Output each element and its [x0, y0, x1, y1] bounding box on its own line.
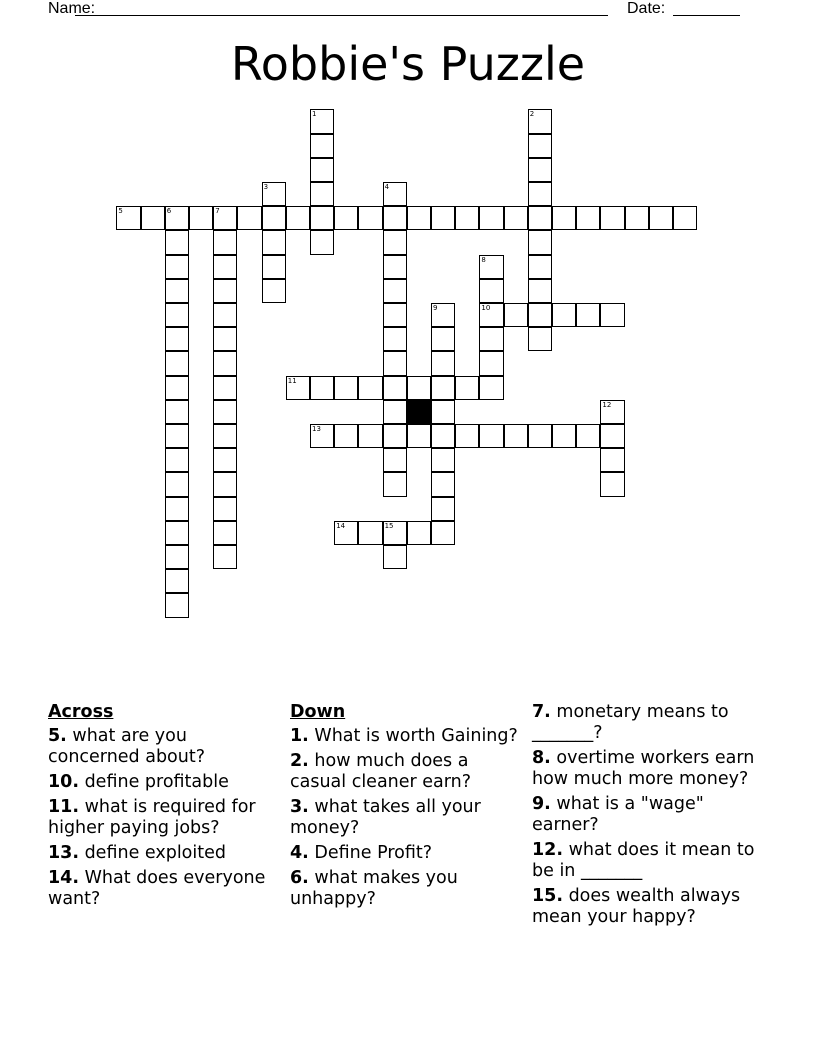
- clue-item: [532, 840, 767, 882]
- grid-cell[interactable]: [600, 400, 624, 424]
- grid-cell[interactable]: [334, 206, 358, 230]
- clue-number: 15: [384, 521, 394, 530]
- clue-text: define exploited: [79, 843, 226, 863]
- grid-cell[interactable]: [407, 424, 431, 448]
- name-date-header: [48, 0, 768, 20]
- clue-text: Define Profit?: [308, 843, 433, 863]
- grid-cell[interactable]: [213, 424, 237, 448]
- clue-item: [48, 868, 278, 910]
- grid-cell[interactable]: [165, 545, 189, 569]
- grid-cell[interactable]: [213, 497, 237, 521]
- clue-num: 12.: [532, 840, 564, 860]
- down-heading: Down: [290, 702, 346, 722]
- grid-cell[interactable]: [383, 472, 407, 496]
- clue-text: what makes you unhappy?: [290, 868, 458, 909]
- grid-cell[interactable]: [213, 327, 237, 351]
- clue-num: 10.: [48, 772, 80, 792]
- grid-cell[interactable]: [455, 424, 479, 448]
- clue-item: [48, 843, 278, 864]
- grid-cell[interactable]: [600, 303, 624, 327]
- grid-cell[interactable]: [479, 255, 503, 279]
- grid-cell[interactable]: [504, 303, 528, 327]
- grid-cell[interactable]: [649, 206, 673, 230]
- grid-cell[interactable]: [116, 206, 140, 230]
- grid-cell[interactable]: [528, 424, 552, 448]
- grid-cell[interactable]: [237, 206, 261, 230]
- clue-num: 3.: [290, 797, 309, 817]
- clue-text: monetary means to _______?: [532, 702, 729, 743]
- grid-cell[interactable]: [213, 303, 237, 327]
- grid-cell[interactable]: [141, 206, 165, 230]
- grid-cell[interactable]: [479, 303, 503, 327]
- grid-cell[interactable]: [165, 376, 189, 400]
- grid-cell[interactable]: [383, 521, 407, 545]
- grid-cell[interactable]: [165, 303, 189, 327]
- grid-cell[interactable]: [358, 424, 382, 448]
- grid-cell[interactable]: [431, 400, 455, 424]
- grid-cell[interactable]: [431, 448, 455, 472]
- grid-cell[interactable]: [383, 448, 407, 472]
- clue-item: [290, 797, 520, 839]
- grid-cell[interactable]: [479, 351, 503, 375]
- grid-cell[interactable]: [504, 206, 528, 230]
- grid-cell[interactable]: [528, 303, 552, 327]
- grid-cell[interactable]: [431, 521, 455, 545]
- puzzle-title: Robbie's Puzzle: [230, 37, 586, 91]
- grid-cell[interactable]: [165, 569, 189, 593]
- grid-cell[interactable]: [165, 279, 189, 303]
- grid-cell[interactable]: [165, 230, 189, 254]
- grid-cell[interactable]: [528, 279, 552, 303]
- grid-cell[interactable]: [189, 206, 213, 230]
- grid-cell[interactable]: [165, 521, 189, 545]
- grid-cell[interactable]: [334, 521, 358, 545]
- clue-text: what is required for higher paying jobs?: [48, 797, 256, 838]
- date-field-line[interactable]: [673, 15, 740, 16]
- grid-cell[interactable]: [383, 230, 407, 254]
- grid-cell[interactable]: [383, 376, 407, 400]
- grid-cell[interactable]: [383, 303, 407, 327]
- clue-number: 12: [602, 400, 612, 409]
- clue-num: 5.: [48, 726, 67, 746]
- black-cell: [407, 400, 431, 424]
- grid-cell[interactable]: [165, 424, 189, 448]
- grid-cell[interactable]: [600, 206, 624, 230]
- grid-cell[interactable]: [310, 376, 334, 400]
- clue-number: 8: [481, 255, 486, 264]
- grid-cell[interactable]: [165, 255, 189, 279]
- grid-cell[interactable]: [455, 376, 479, 400]
- grid-cell[interactable]: [479, 279, 503, 303]
- clue-number: 3: [263, 183, 269, 191]
- grid-cell[interactable]: [165, 497, 189, 521]
- clue-text: what does it mean to be in _______: [532, 840, 755, 881]
- grid-cell[interactable]: [213, 206, 237, 230]
- grid-cell[interactable]: [431, 303, 455, 327]
- grid-cell[interactable]: [552, 303, 576, 327]
- grid-cell[interactable]: [528, 327, 552, 351]
- clue-text: how much does a casual cleaner earn?: [290, 751, 472, 792]
- grid-cell[interactable]: [383, 206, 407, 230]
- clue-number: 4: [384, 183, 390, 191]
- grid-cell[interactable]: [165, 472, 189, 496]
- clue-num: 11.: [48, 797, 80, 817]
- grid-cell[interactable]: [334, 376, 358, 400]
- grid-cell[interactable]: [407, 521, 431, 545]
- clue-text: what are you concerned about?: [48, 726, 206, 767]
- grid-cell[interactable]: [262, 182, 286, 206]
- grid-cell[interactable]: [213, 472, 237, 496]
- clue-item: [532, 886, 767, 928]
- clue-number: 13: [312, 425, 321, 433]
- grid-cell[interactable]: [262, 279, 286, 303]
- grid-cell[interactable]: [358, 521, 382, 545]
- grid-cell[interactable]: [165, 400, 189, 424]
- clue-number: 10: [481, 304, 491, 312]
- clue-item: [48, 726, 278, 768]
- clue-num: 13.: [48, 843, 80, 863]
- clue-item: [532, 702, 767, 744]
- grid-cell[interactable]: [213, 400, 237, 424]
- grid-cell[interactable]: [213, 376, 237, 400]
- grid-cell[interactable]: [431, 424, 455, 448]
- grid-cell[interactable]: [431, 376, 455, 400]
- grid-cell[interactable]: [310, 206, 334, 230]
- grid-cell[interactable]: [310, 182, 334, 206]
- grid-cell[interactable]: [286, 206, 310, 230]
- grid-cell[interactable]: [383, 545, 407, 569]
- down-clues-continued: [532, 702, 767, 932]
- grid-cell[interactable]: [165, 593, 189, 617]
- clue-number: 2: [529, 110, 535, 119]
- name-field-line[interactable]: [75, 15, 608, 16]
- grid-cell[interactable]: [528, 255, 552, 279]
- clue-number: 11: [287, 376, 297, 385]
- grid-cell[interactable]: [213, 545, 237, 569]
- clue-number: 6: [166, 207, 172, 216]
- clue-num: 2.: [290, 751, 309, 771]
- grid-cell[interactable]: [431, 497, 455, 521]
- clue-text: What is worth Gaining?: [308, 726, 518, 746]
- grid-cell[interactable]: [600, 448, 624, 472]
- grid-cell[interactable]: [552, 424, 576, 448]
- clue-item: [290, 751, 520, 793]
- grid-cell[interactable]: [383, 327, 407, 351]
- clue-text: define profitable: [79, 772, 229, 792]
- grid-cell[interactable]: [310, 134, 334, 158]
- grid-cell[interactable]: [310, 424, 334, 448]
- clue-text: what takes all your money?: [290, 797, 481, 838]
- name-label: Name:: [48, 0, 96, 17]
- clue-num: 4.: [290, 843, 309, 863]
- grid-cell[interactable]: [213, 521, 237, 545]
- grid-cell[interactable]: [383, 351, 407, 375]
- grid-cell[interactable]: [407, 376, 431, 400]
- grid-cell[interactable]: [262, 255, 286, 279]
- grid-cell[interactable]: [528, 230, 552, 254]
- grid-cell[interactable]: [213, 351, 237, 375]
- grid-cell[interactable]: [165, 206, 189, 230]
- clue-number: 1: [312, 110, 317, 119]
- grid-cell[interactable]: [310, 109, 334, 133]
- date-label: Date:: [627, 0, 666, 17]
- clue-text: overtime workers earn how much more money?: [532, 748, 755, 789]
- clue-num: 7.: [532, 702, 551, 722]
- clue-number: 14: [336, 521, 346, 530]
- grid-cell[interactable]: [262, 206, 286, 230]
- grid-cell[interactable]: [165, 351, 189, 375]
- grid-cell[interactable]: [528, 109, 552, 133]
- grid-cell[interactable]: [310, 158, 334, 182]
- grid-cell[interactable]: [431, 327, 455, 351]
- grid-cell[interactable]: [528, 134, 552, 158]
- down-clues: [290, 702, 520, 914]
- clue-number: 5: [118, 207, 123, 216]
- across-clues: [48, 702, 278, 914]
- clue-num: 15.: [532, 886, 564, 906]
- grid-cell[interactable]: [552, 206, 576, 230]
- grid-cell[interactable]: [673, 206, 697, 230]
- clue-item: [290, 843, 520, 864]
- grid-cell[interactable]: [383, 182, 407, 206]
- clue-item: [48, 772, 278, 793]
- clue-num: 8.: [532, 748, 551, 768]
- clue-num: 1.: [290, 726, 309, 746]
- grid-cell[interactable]: [528, 206, 552, 230]
- grid-cell[interactable]: [165, 327, 189, 351]
- grid-cell[interactable]: [504, 424, 528, 448]
- grid-cell[interactable]: [625, 206, 649, 230]
- grid-cell[interactable]: [358, 206, 382, 230]
- clue-item: [48, 797, 278, 839]
- grid-cell[interactable]: [213, 255, 237, 279]
- clue-text: does wealth always mean your happy?: [532, 886, 741, 927]
- grid-cell[interactable]: [576, 424, 600, 448]
- grid-cell[interactable]: [383, 424, 407, 448]
- grid-cell[interactable]: [431, 351, 455, 375]
- grid-cell[interactable]: [479, 376, 503, 400]
- grid-cell[interactable]: [383, 255, 407, 279]
- clue-item: [532, 748, 767, 790]
- grid-cell[interactable]: [383, 279, 407, 303]
- grid-cell[interactable]: [213, 279, 237, 303]
- clue-text: what is a "wage" earner?: [532, 794, 704, 835]
- grid-cell[interactable]: [431, 472, 455, 496]
- grid-cell[interactable]: [358, 376, 382, 400]
- clue-num: 6.: [290, 868, 309, 888]
- across-heading: Across: [48, 702, 114, 722]
- grid-cell[interactable]: [407, 206, 431, 230]
- clue-num: 14.: [48, 868, 80, 888]
- grid-cell[interactable]: [600, 424, 624, 448]
- grid-cell[interactable]: [334, 424, 358, 448]
- grid-cell[interactable]: [479, 206, 503, 230]
- grid-cell[interactable]: [600, 472, 624, 496]
- clue-num: 9.: [532, 794, 551, 814]
- grid-cell[interactable]: [213, 230, 237, 254]
- grid-cell[interactable]: [431, 206, 455, 230]
- grid-cell[interactable]: [479, 424, 503, 448]
- grid-cell[interactable]: [455, 206, 479, 230]
- clue-text: What does everyone want?: [48, 868, 266, 909]
- grid-cell[interactable]: [262, 230, 286, 254]
- clue-number: 9: [433, 304, 438, 312]
- clue-item: [290, 726, 520, 747]
- grid-cell[interactable]: [479, 327, 503, 351]
- clue-item: [532, 794, 767, 836]
- grid-cell[interactable]: [165, 448, 189, 472]
- grid-cell[interactable]: [310, 230, 334, 254]
- clue-number: 7: [215, 207, 220, 216]
- grid-cell[interactable]: [528, 182, 552, 206]
- grid-cell[interactable]: [576, 206, 600, 230]
- grid-cell[interactable]: [213, 448, 237, 472]
- grid-cell[interactable]: [383, 400, 407, 424]
- clue-item: [290, 868, 520, 910]
- grid-cell[interactable]: [528, 158, 552, 182]
- grid-cell[interactable]: [286, 376, 310, 400]
- grid-cell[interactable]: [576, 303, 600, 327]
